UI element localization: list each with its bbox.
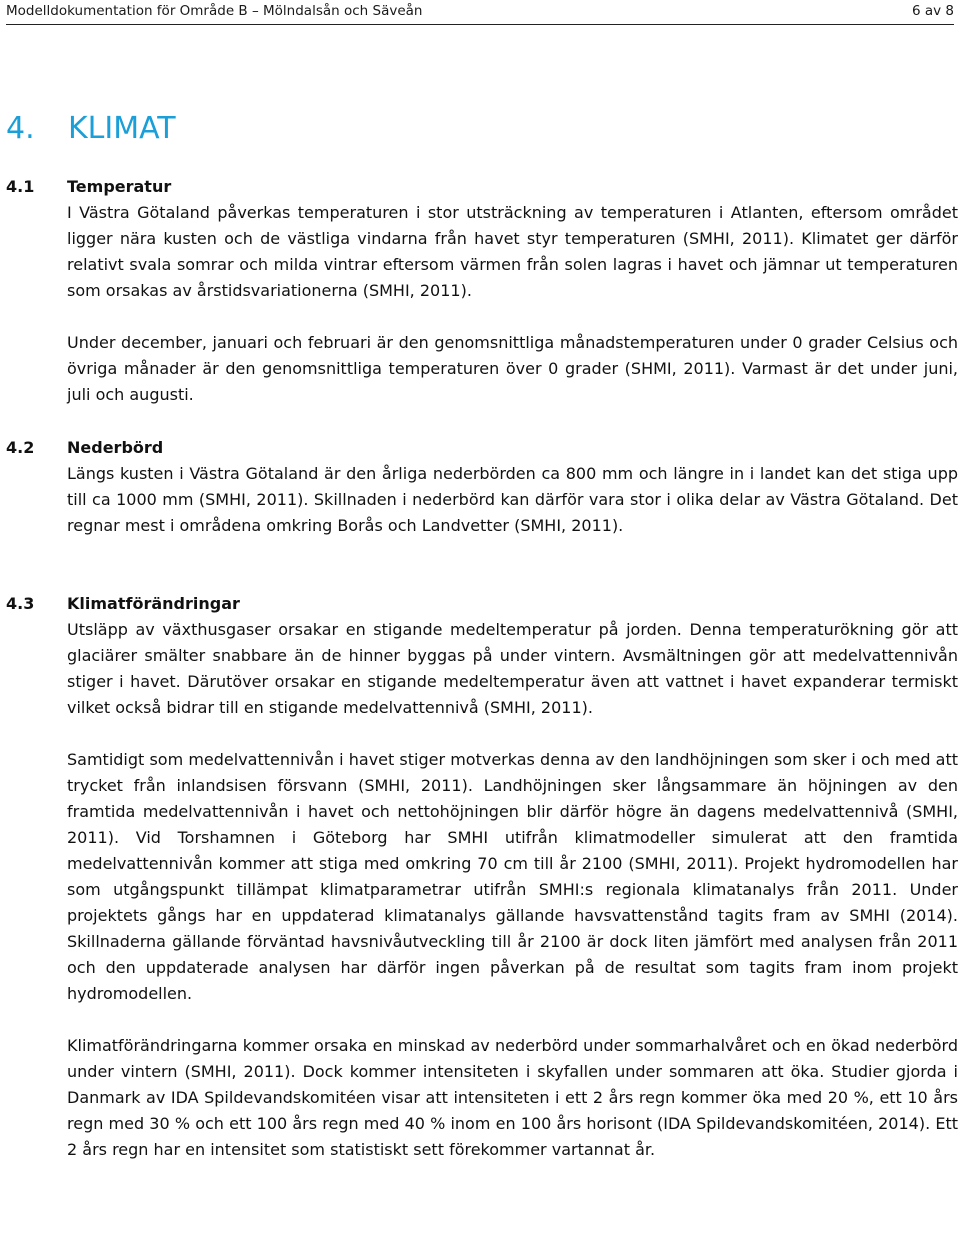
- section-number: 4.1: [6, 177, 35, 196]
- page-header: [6, 0, 954, 25]
- chapter-number: 4.: [6, 111, 35, 146]
- paragraph: Samtidigt som medelvattennivån i havet stiger motverkas denna av den landhöjningen som sker i och med att trycket från inlandsisen försvann (SMHI, 2011). Landhöjningen sker långsammare än höjningen av den framtida medelvattennivån i havet och nettohöjningen blir därför högre än dagens medelvattennivå (SMHI, 2011). Vid Torshamnen i Göteborg har SMHI utifrån klimatmodeller simulerat att den framtida medelvattennivån kommer att stiga med omkring 70 cm till år 2100 (SMHI, 2011). Projekt hydromodellen har som utgångspunkt tillämpat klimatparametrar utifrån SMHI:s regionala klimatanalys från 2011. Under projektets gångs har en uppdaterad klimatanalys gällande havsvattenstånd tagits fram av SMHI (2014). Skillnaderna gällande förväntad havsnivåutveckling till år 2100 är dock liten jämfört med analysen från 2011 och den uppdaterade analysen har därför ingen påverkan på de resultat som tagits fram inom projekt hydromodellen.: [67, 750, 958, 1003]
- section-number: 4.3: [6, 594, 35, 613]
- chapter-heading: [6, 109, 176, 149]
- page-number: 6 av 8: [911, 3, 954, 19]
- section-klimatforandringar: [6, 591, 958, 1163]
- section-number: 4.2: [6, 438, 35, 457]
- document-title: Modelldokumentation för Område B – Mölndalsån och Säveån: [6, 3, 423, 19]
- section-heading: [6, 435, 958, 461]
- paragraph: I Västra Götaland påverkas temperaturen i stor utsträckning av temperaturen i Atlanten, eftersom området ligger nära kusten och de västliga vindarna från havet styr temperaturen (SMHI, 2011). Klimatet ger därför relativt svala somrar och milda vintrar eftersom värmen från solen lagras i havet och jämnar ut temperaturen som orsakas av årstidsvariationerna (SMHI, 2011).: [67, 203, 958, 300]
- paragraph: Längs kusten i Västra Götaland är den årliga nederbörden ca 800 mm och längre in i landet kan det stiga upp till ca 1000 mm (SMHI, 2011). Skillnaden i nederbörd kan därför vara stor i olika delar av Västra Götaland. Det regnar mest i områdena omkring Borås och Landvetter (SMHI, 2011).: [67, 464, 958, 535]
- paragraph: Klimatförändringarna kommer orsaka en minskad av nederbörd under sommarhalvåret och en ökad nederbörd under vintern (SMHI, 2011). Dock kommer intensiteten i skyfallen under sommaren att öka. Studier gjorda i Danmark av IDA Spildevandskomitéen visar att intensiteten i ett 2 års regn kommer öka med 20 %, ett 10 års regn med 30 % och ett 100 års regn med 40 % inom en 100 års horisont (IDA Spildevandskomitéen, 2014). Ett 2 års regn har en intensitet som statistiskt sett förekommer vartannat år.: [67, 1036, 958, 1159]
- section-title: Temperatur: [67, 177, 172, 196]
- section-heading: [6, 174, 958, 200]
- section-temperatur: [6, 174, 958, 408]
- chapter-title: KLIMAT: [68, 111, 176, 146]
- paragraph: Utsläpp av växthusgaser orsakar en stigande medeltemperatur på jorden. Denna temperaturökning gör att glaciärer smälter snabbare än de hinner byggas på under vintern. Avsmältningen gör att medelvattennivån stiger i havet. Därutöver orsakar en stigande medeltemperatur även att vattnet i havet expanderar termiskt vilket också bidrar till en stigande medelvattennivå (SMHI, 2011).: [67, 620, 958, 717]
- section-title: Nederbörd: [67, 438, 164, 457]
- section-nederbord: [6, 435, 958, 539]
- section-title: Klimatförändringar: [67, 594, 240, 613]
- paragraph: Under december, januari och februari är den genomsnittliga månadstemperaturen under 0 grader Celsius och övriga månader är den genomsnittliga temperaturen över 0 grader (SHMI, 2011). Varmast är det under juni, juli och augusti.: [67, 333, 958, 404]
- section-heading: [6, 591, 958, 617]
